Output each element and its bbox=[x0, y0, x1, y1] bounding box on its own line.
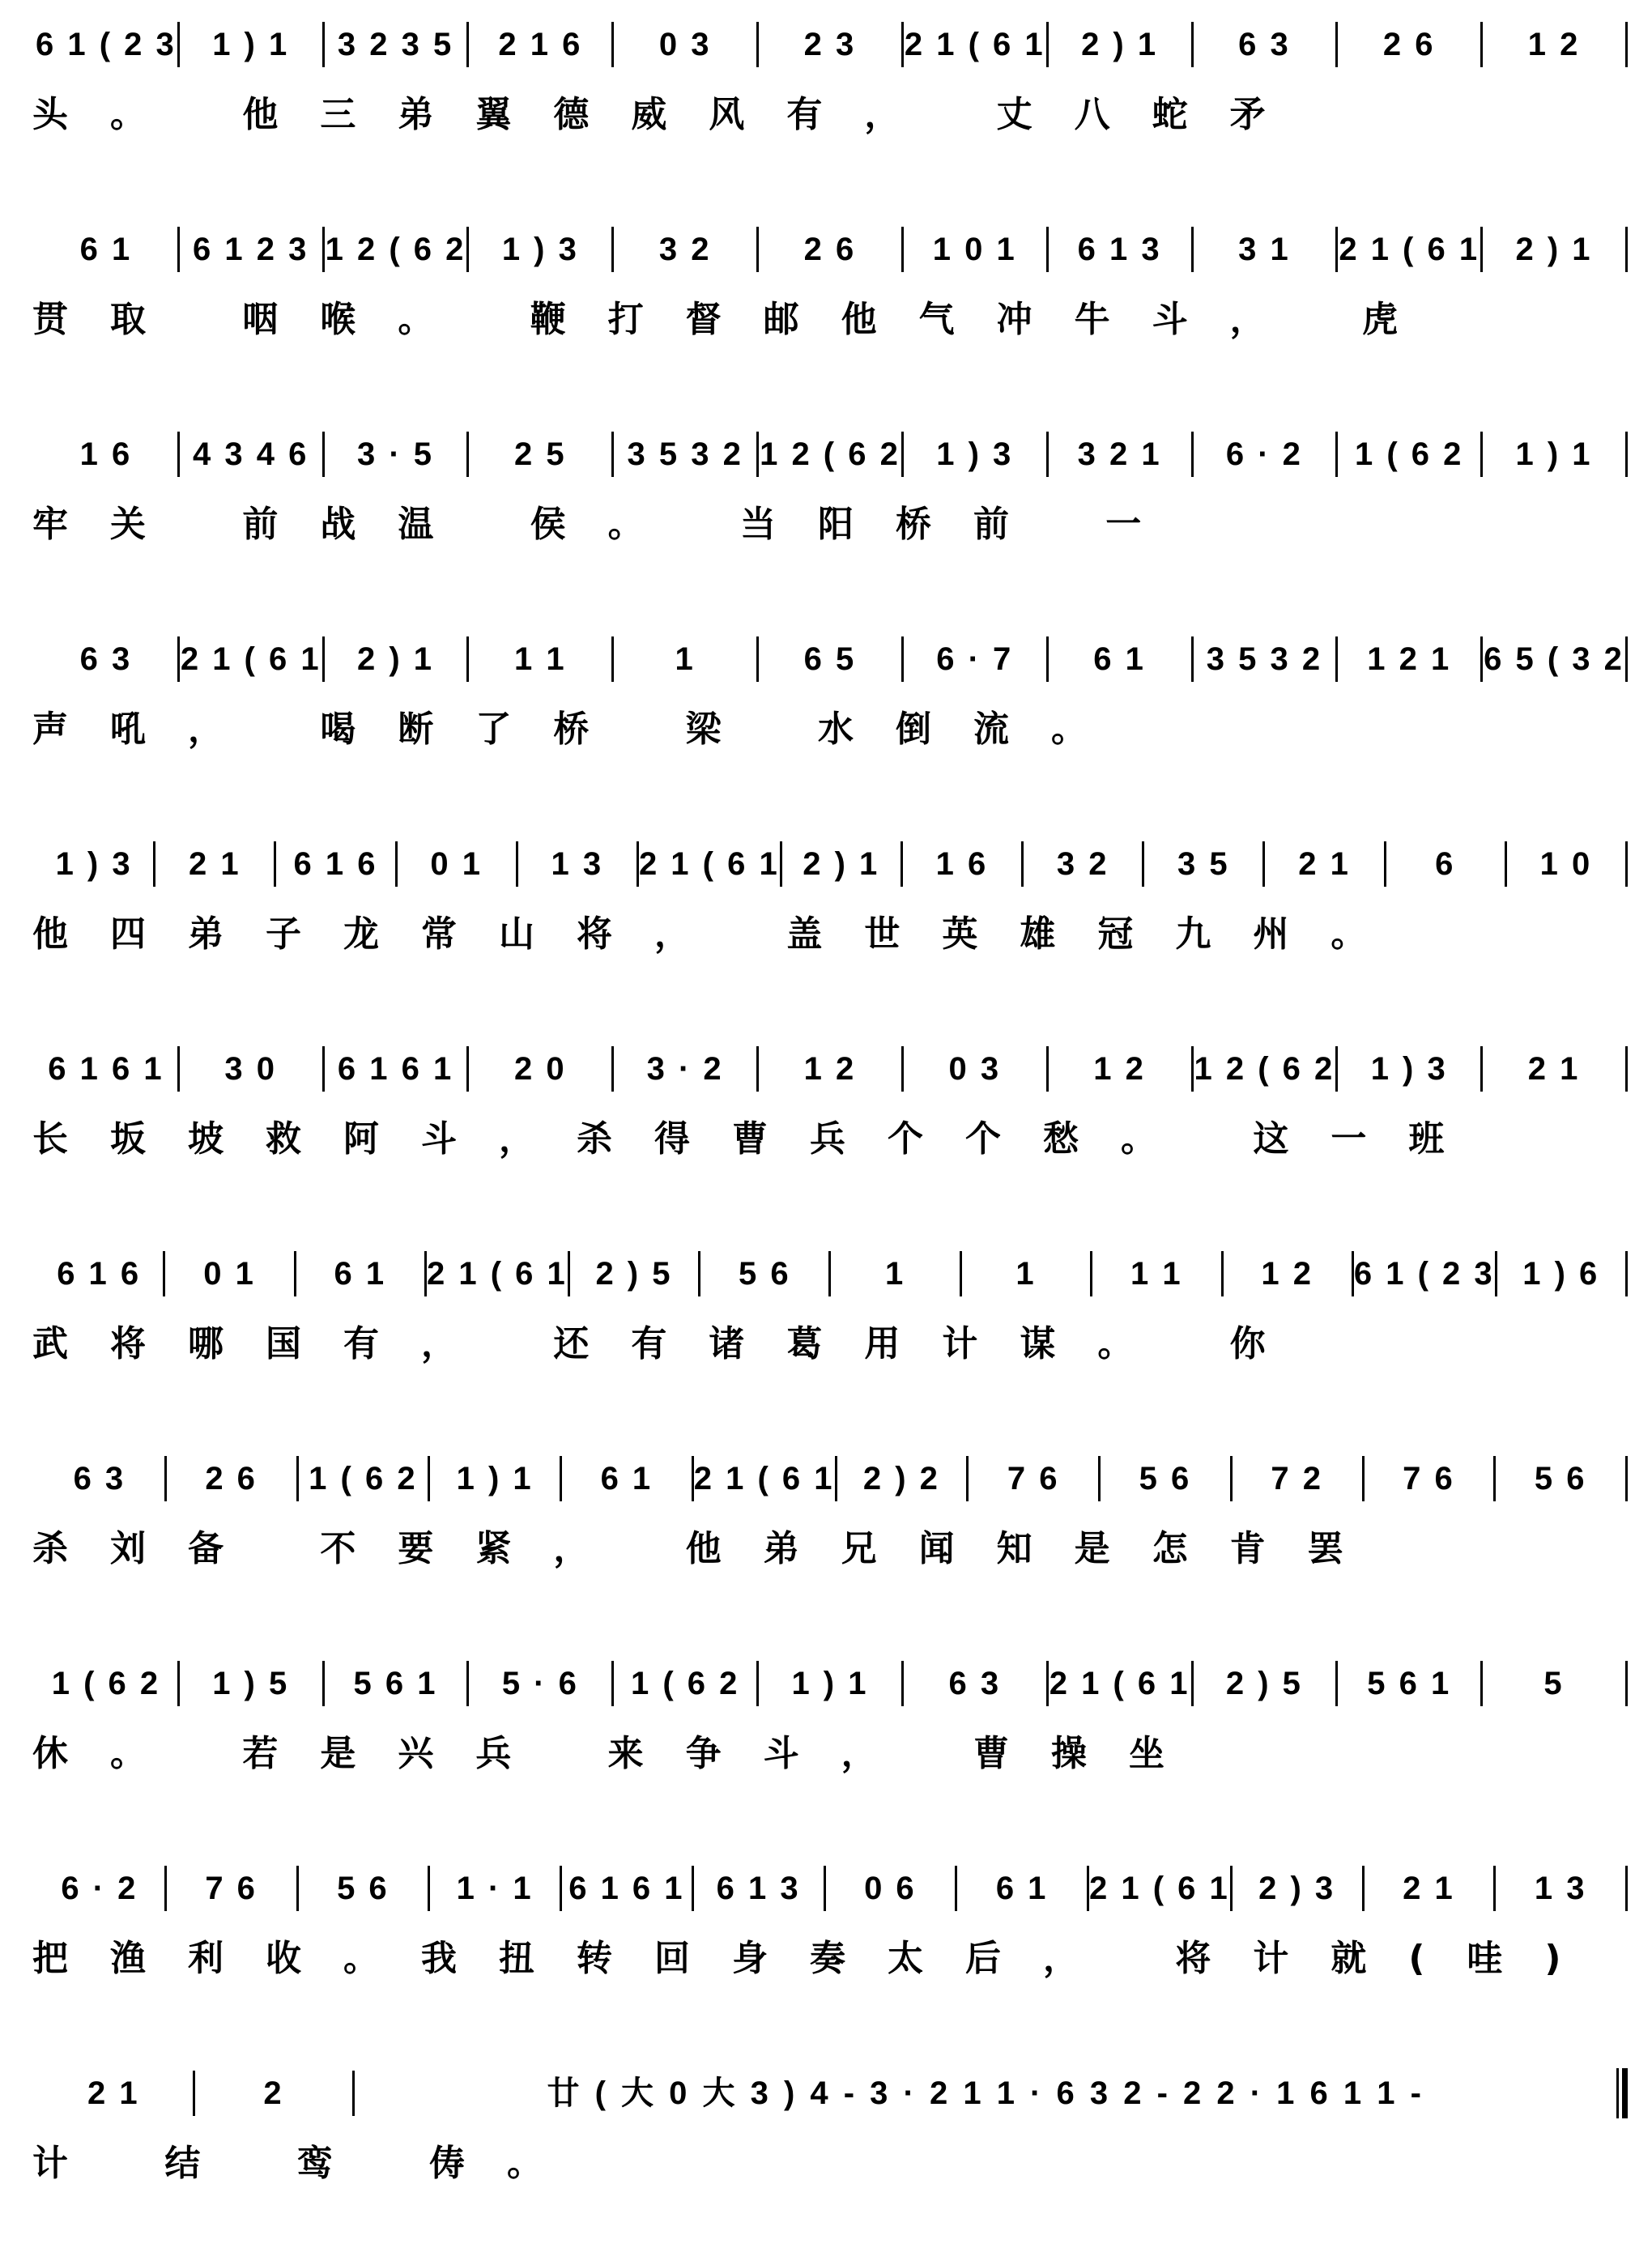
measure: 6 · 7 bbox=[936, 641, 1014, 677]
lyrics-line: 武将哪国有， 还有诸葛用计谋。 你 bbox=[32, 1323, 1308, 1364]
measure: 1 0 bbox=[1539, 846, 1593, 882]
barline bbox=[1625, 1456, 1628, 1501]
measure: 2 5 bbox=[514, 436, 567, 472]
notation-line bbox=[32, 2065, 1628, 2122]
notation-line bbox=[32, 1860, 1628, 1917]
measure: 4 3 4 6 bbox=[193, 436, 309, 472]
measure: 2 ) 2 bbox=[862, 1461, 940, 1496]
measure: 1 ) 1 bbox=[791, 1666, 869, 1701]
measure: 3 2 1 bbox=[1077, 436, 1162, 472]
barline bbox=[1625, 1046, 1628, 1092]
music-system bbox=[32, 1450, 1628, 1596]
measure: 2 1 ( 6 1 bbox=[638, 846, 780, 882]
measure: 5 6 1 bbox=[1367, 1666, 1452, 1701]
measure: 2 3 bbox=[803, 27, 857, 62]
lyrics-line: 长坂坡救阿斗，杀得曹兵个个愁。 这一班 bbox=[32, 1118, 1487, 1160]
notation-line bbox=[32, 1655, 1628, 1712]
measure: 1 2 ( 6 2 bbox=[760, 436, 901, 472]
barline bbox=[1625, 1661, 1628, 1706]
measure: 2 1 ( 6 1 bbox=[1049, 1666, 1190, 1701]
lyrics-line: 杀刘备 不要紧， 他弟兄闻知是怎肯罢 bbox=[32, 1528, 1386, 1569]
notation-line bbox=[32, 631, 1628, 688]
measure: 2 ) 3 bbox=[1258, 1871, 1336, 1906]
music-system bbox=[32, 2065, 1628, 2211]
measure: 6 1 2 3 bbox=[193, 232, 309, 267]
measure: 1 ( 6 2 bbox=[630, 1666, 740, 1701]
measure: 2 6 bbox=[1382, 27, 1436, 62]
measure: 6 1 6 1 bbox=[48, 1051, 164, 1087]
notation-line bbox=[32, 1245, 1628, 1302]
barline bbox=[1625, 841, 1628, 887]
barline bbox=[1625, 1866, 1628, 1911]
measure: 5 6 1 bbox=[353, 1666, 438, 1701]
measure: 2 ) 5 bbox=[1225, 1666, 1303, 1701]
measure: 6 3 bbox=[948, 1666, 1002, 1701]
notation-line bbox=[32, 1041, 1628, 1097]
measure: 2 1 ( 6 1 bbox=[1339, 232, 1480, 267]
measure: 3 2 bbox=[1056, 846, 1109, 882]
measure: 3 0 bbox=[224, 1051, 278, 1087]
measure: 2 1 ( 6 1 bbox=[427, 1256, 568, 1292]
measure: 1 1 bbox=[514, 641, 567, 677]
measure: 1 bbox=[675, 641, 696, 677]
measure: 7 6 bbox=[1403, 1461, 1455, 1496]
notation-line bbox=[32, 16, 1628, 73]
measure: 1 ) 6 bbox=[1522, 1256, 1600, 1292]
measure: 2 1 bbox=[188, 846, 241, 882]
measure: 7 6 bbox=[1007, 1461, 1060, 1496]
measure: 3 · 5 bbox=[357, 436, 435, 472]
measure: 1 1 bbox=[1130, 1256, 1183, 1292]
measure: 6 1 bbox=[600, 1461, 654, 1496]
measure: 6 3 bbox=[73, 1461, 126, 1496]
barline bbox=[1625, 432, 1628, 477]
measure: 5 6 bbox=[337, 1871, 390, 1906]
measure: 6 1 6 1 bbox=[568, 1871, 685, 1906]
measure: 廿 ( 大 0 大 3 ) 4 - 3 · 2 1 1 · 6 3 2 - 2 2 · 1 6 1 1 - bbox=[547, 2075, 1424, 2111]
measure: 1 2 bbox=[1527, 27, 1581, 62]
measure: 3 1 bbox=[1238, 232, 1291, 267]
measure: 1 0 1 bbox=[932, 232, 1017, 267]
measure: 2 1 ( 6 1 bbox=[693, 1461, 835, 1496]
measure: 6 1 3 bbox=[716, 1871, 801, 1906]
lyrics-line: 牢关 前战温 侯。 当阳桥前 一 bbox=[32, 504, 1184, 545]
measure: 0 3 bbox=[948, 1051, 1002, 1087]
lyrics-line: 贯取 咽喉。 鞭打督邮他气冲牛斗， 虎 bbox=[32, 299, 1440, 340]
measure: 1 bbox=[1015, 1256, 1037, 1292]
measure: 6 1 6 bbox=[57, 1256, 142, 1292]
lyrics-line: 他四弟子龙常山将， 盖世英雄冠九州。 bbox=[32, 913, 1409, 955]
measure: 6 bbox=[1435, 846, 1456, 882]
measure: 1 3 bbox=[1534, 1871, 1587, 1906]
measure: 2 6 bbox=[205, 1461, 258, 1496]
measure: 1 ) 1 bbox=[456, 1461, 534, 1496]
measure: 1 ) 5 bbox=[212, 1666, 290, 1701]
measure: 3 2 bbox=[658, 232, 712, 267]
notation-line bbox=[32, 221, 1628, 278]
measure: 1 2 bbox=[803, 1051, 857, 1087]
music-system bbox=[32, 1245, 1628, 1391]
music-system bbox=[32, 1655, 1628, 1801]
music-system bbox=[32, 836, 1628, 981]
measure: 6 1 6 bbox=[293, 846, 378, 882]
measure: 1 ( 6 2 bbox=[1355, 436, 1464, 472]
music-system bbox=[32, 16, 1628, 162]
barline bbox=[1625, 636, 1628, 682]
measure: 2 1 ( 6 1 bbox=[180, 641, 321, 677]
measure: 6 1 3 bbox=[1077, 232, 1162, 267]
measure: 6 1 bbox=[334, 1256, 387, 1292]
measure: 2 1 bbox=[1298, 846, 1351, 882]
measure: 0 6 bbox=[864, 1871, 917, 1906]
measure: 5 · 6 bbox=[501, 1666, 579, 1701]
measure: 6 5 ( 3 2 bbox=[1484, 641, 1624, 677]
measure: 2 ) 1 bbox=[357, 641, 435, 677]
measure: 3 5 3 2 bbox=[1206, 641, 1323, 677]
measure: 0 1 bbox=[203, 1256, 256, 1292]
measure: 1 2 bbox=[1093, 1051, 1146, 1087]
measure: 6 · 2 bbox=[61, 1871, 138, 1906]
measure: 1 6 bbox=[79, 436, 133, 472]
music-system bbox=[32, 631, 1628, 777]
measure: 6 1 6 1 bbox=[337, 1051, 454, 1087]
music-system bbox=[32, 221, 1628, 367]
measure: 2 ) 1 bbox=[1515, 232, 1593, 267]
measure: 6 1 ( 2 3 bbox=[36, 27, 177, 62]
measure: 2 ) 1 bbox=[1081, 27, 1159, 62]
barline bbox=[1625, 227, 1628, 272]
measure: 3 2 3 5 bbox=[337, 27, 454, 62]
measure: 5 6 bbox=[1534, 1461, 1587, 1496]
lyrics-line: 把渔利收。我扭转回身奏太后， 将计就(哇) bbox=[32, 1938, 1603, 1979]
measure: 1 ) 1 bbox=[1515, 436, 1593, 472]
measure: 5 6 bbox=[1139, 1461, 1192, 1496]
lyrics-line: 头。 他三弟翼德威风有， 丈八蛇矛 bbox=[32, 94, 1308, 135]
measure: 1 3 bbox=[551, 846, 604, 882]
barline bbox=[1625, 22, 1628, 67]
measure: 6 1 ( 2 3 bbox=[1353, 1256, 1495, 1292]
measure: 1 ) 3 bbox=[55, 846, 133, 882]
measure: 6 1 bbox=[995, 1871, 1049, 1906]
measure: 6 5 bbox=[803, 641, 857, 677]
measure: 0 3 bbox=[658, 27, 712, 62]
lyrics-line: 计 结 鸾 俦。 bbox=[32, 2143, 585, 2184]
notation-line bbox=[32, 426, 1628, 483]
lyrics-line: 声吼， 喝断了桥 梁 水倒流。 bbox=[32, 709, 1129, 750]
measure: 6 3 bbox=[79, 641, 133, 677]
measure: 3 5 3 2 bbox=[627, 436, 743, 472]
measure: 2 1 bbox=[1527, 1051, 1581, 1087]
music-system bbox=[32, 1041, 1628, 1186]
measure: 7 2 bbox=[1271, 1461, 1323, 1496]
measure: 2 6 bbox=[803, 232, 857, 267]
measure: 2 bbox=[263, 2075, 284, 2111]
measure: 1 ) 3 bbox=[936, 436, 1014, 472]
measure: 1 2 ( 6 2 bbox=[325, 232, 466, 267]
barline bbox=[1625, 1251, 1628, 1296]
measure: 2 ) 1 bbox=[803, 846, 880, 882]
measure: 0 1 bbox=[430, 846, 483, 882]
measure: 1 ) 3 bbox=[501, 232, 579, 267]
notation-line bbox=[32, 1450, 1628, 1507]
measure: 7 6 bbox=[205, 1871, 258, 1906]
measure: 1 bbox=[885, 1256, 906, 1292]
measure: 5 6 bbox=[739, 1256, 791, 1292]
measure: 1 2 1 bbox=[1367, 641, 1452, 677]
measure: 1 ( 6 2 bbox=[309, 1461, 418, 1496]
measure: 6 3 bbox=[1238, 27, 1291, 62]
measure: 5 bbox=[1543, 1666, 1565, 1701]
measure: 2 ) 5 bbox=[595, 1256, 673, 1292]
final-barline bbox=[1616, 2068, 1628, 2118]
measure: 2 1 ( 6 1 bbox=[1089, 1871, 1230, 1906]
music-system bbox=[32, 426, 1628, 572]
measure: 6 · 2 bbox=[1225, 436, 1303, 472]
lyrics-line: 休。 若是兴兵 来争斗， 曹操坐 bbox=[32, 1733, 1207, 1774]
music-system bbox=[32, 1860, 1628, 2006]
measure: 1 ( 6 2 bbox=[51, 1666, 161, 1701]
measure: 6 1 bbox=[1093, 641, 1146, 677]
measure: 6 1 bbox=[79, 232, 133, 267]
notation-line bbox=[32, 836, 1628, 892]
measure: 3 5 bbox=[1177, 846, 1230, 882]
measure: 3 · 2 bbox=[646, 1051, 724, 1087]
measure: 1 6 bbox=[935, 846, 989, 882]
measure: 1 2 ( 6 2 bbox=[1194, 1051, 1335, 1087]
measure: 1 ) 3 bbox=[1370, 1051, 1448, 1087]
measure: 2 1 6 bbox=[498, 27, 583, 62]
measure: 2 1 ( 6 1 bbox=[904, 27, 1045, 62]
measure: 1 ) 1 bbox=[212, 27, 290, 62]
measure: 1 · 1 bbox=[456, 1871, 534, 1906]
measure: 2 1 bbox=[87, 2075, 140, 2111]
measure: 2 0 bbox=[514, 1051, 567, 1087]
measure: 2 1 bbox=[1403, 1871, 1455, 1906]
measure: 1 2 bbox=[1261, 1256, 1314, 1292]
